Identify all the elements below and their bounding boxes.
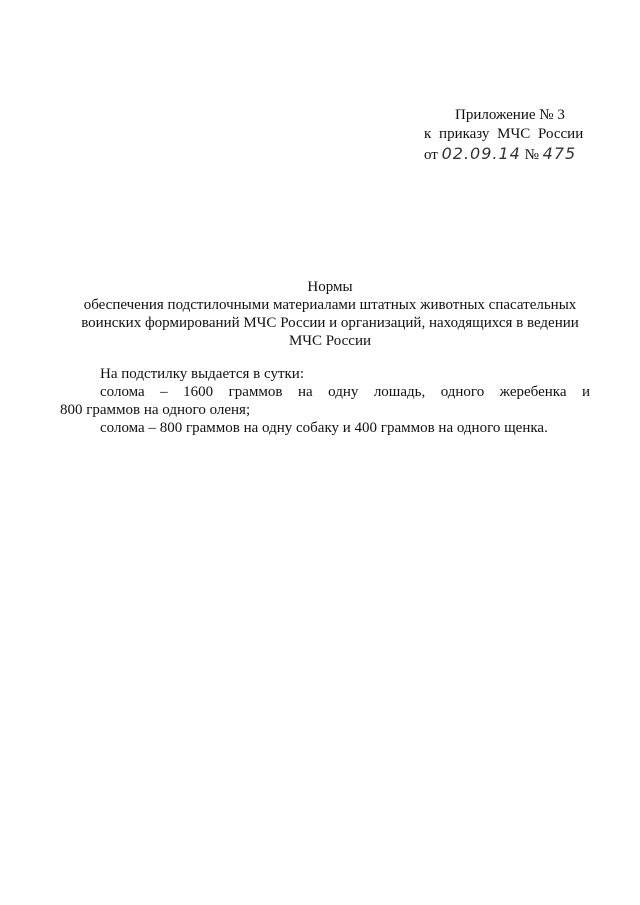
document-title — [60, 278, 600, 350]
attachment-header — [424, 106, 604, 165]
handwritten-order-number: 475 — [542, 144, 577, 163]
document-body — [60, 365, 590, 437]
title-line-4: МЧС России — [288, 333, 372, 349]
number-prefix: № — [524, 147, 539, 163]
attachment-order-reference: к приказу МЧС России — [424, 126, 584, 142]
norm-item-2: солома – 800 граммов на одну собаку и 400 граммов на одного щенка. — [100, 420, 548, 436]
handwritten-date: 02.09.14 — [441, 144, 521, 163]
title-heading: Нормы — [307, 279, 353, 295]
attachment-number: Приложение № 3 — [455, 107, 565, 123]
title-line-2: обеспечения подстилочными материалами штатных животных спасательных — [83, 297, 577, 313]
norm-item-1-line-1: солома – 1600 граммов на одну лошадь, одного жеребенка и — [100, 384, 590, 400]
title-line-3: воинских формирований МЧС России и организаций, находящихся в ведении — [81, 315, 579, 331]
date-prefix: от — [424, 147, 438, 163]
norm-item-1-line-2: 800 граммов на одного оленя; — [60, 402, 251, 418]
attachment-date-line — [424, 144, 604, 165]
body-intro: На подстилку выдается в сутки: — [100, 366, 305, 382]
